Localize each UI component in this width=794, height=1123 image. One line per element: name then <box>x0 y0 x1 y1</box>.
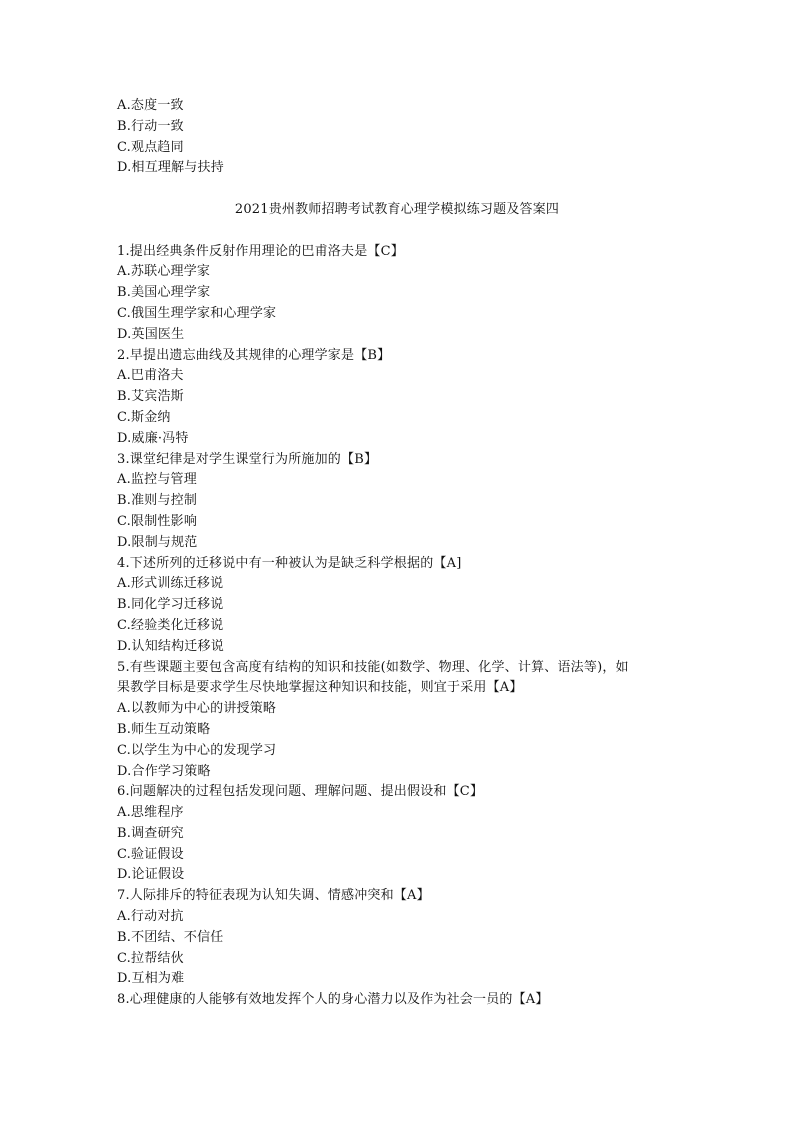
question-text: 8.心理健康的人能够有效地发挥个人的身心潜力以及作为社会一员的【A】 <box>117 992 549 1008</box>
option-line: D.认知结构迁移说 <box>117 638 224 654</box>
question-text: 2.早提出遗忘曲线及其规律的心理学家是【B】 <box>117 347 391 363</box>
option-line: B.美国心理学家 <box>117 285 211 301</box>
question-text: 3.课堂纪律是对学生课堂行为所施加的【B】 <box>117 451 378 467</box>
option-line: A.以教师为中心的讲授策略 <box>117 701 277 717</box>
option-line: C.经验类化迁移说 <box>117 617 224 633</box>
option-line: D.论证假设 <box>117 867 185 883</box>
question-text: 1.提出经典条件反射作用理论的巴甫洛夫是【C】 <box>117 243 404 259</box>
option-line: C.斯金纳 <box>117 409 171 425</box>
option-line: A.思维程序 <box>117 805 184 821</box>
option-line: C.拉帮结伙 <box>117 950 184 966</box>
option-line: B.同化学习迁移说 <box>117 597 224 613</box>
option-line: D.互相为难 <box>117 971 185 987</box>
question-text: 5.有些课题主要包含高度有结构的知识和技能(如数学、物理、化学、计算、语法等)，如 <box>117 659 629 675</box>
option-line: A.巴甫洛夫 <box>117 368 184 384</box>
document-title: 2021贵州教师招聘考试教育心理学模拟练习题及答案四 <box>234 201 560 217</box>
option-line: B.不团结、不信任 <box>117 929 224 945</box>
option-line: C.以学生为中心的发现学习 <box>117 742 277 758</box>
option-line: B.行动一致 <box>117 118 184 134</box>
option-line: B.准则与控制 <box>117 493 198 509</box>
option-line: B.师生互动策略 <box>117 721 211 737</box>
question-text-continued: 果教学目标是要求学生尽快地掌握这种知识和技能，则宜于采用【A】 <box>117 680 523 696</box>
option-line: D.相互理解与扶持 <box>117 160 224 176</box>
option-line: D.限制与规范 <box>117 534 198 550</box>
option-line: D.威廉·冯特 <box>117 430 189 446</box>
option-line: D.合作学习策略 <box>117 763 211 779</box>
option-line: B.调查研究 <box>117 825 184 841</box>
option-line: A.态度一致 <box>117 98 184 113</box>
option-line: C.观点趋同 <box>117 139 184 155</box>
option-line: C.限制性影响 <box>117 513 198 529</box>
option-line: C.验证假设 <box>117 846 184 862</box>
spacer <box>117 179 677 200</box>
option-line: D.英国医生 <box>117 326 185 342</box>
document-page <box>117 96 677 1011</box>
option-line: B.艾宾浩斯 <box>117 389 184 405</box>
option-line: A.监控与管理 <box>117 472 197 488</box>
option-line: C.俄国生理学家和心理学家 <box>117 305 277 321</box>
option-line: A.行动对抗 <box>117 909 184 925</box>
option-line: A.形式训练迁移说 <box>117 576 224 592</box>
option-line: A.苏联心理学家 <box>117 264 211 280</box>
spacer <box>117 221 677 242</box>
question-text: 4.下述所列的迁移说中有一种被认为是缺乏科学根据的【A] <box>117 555 462 571</box>
question-text: 6.问题解决的过程包括发现问题、理解问题、提出假设和【C】 <box>117 784 484 800</box>
question-text: 7.人际排斥的特征表现为认知失调、情感冲突和【A】 <box>117 888 430 904</box>
